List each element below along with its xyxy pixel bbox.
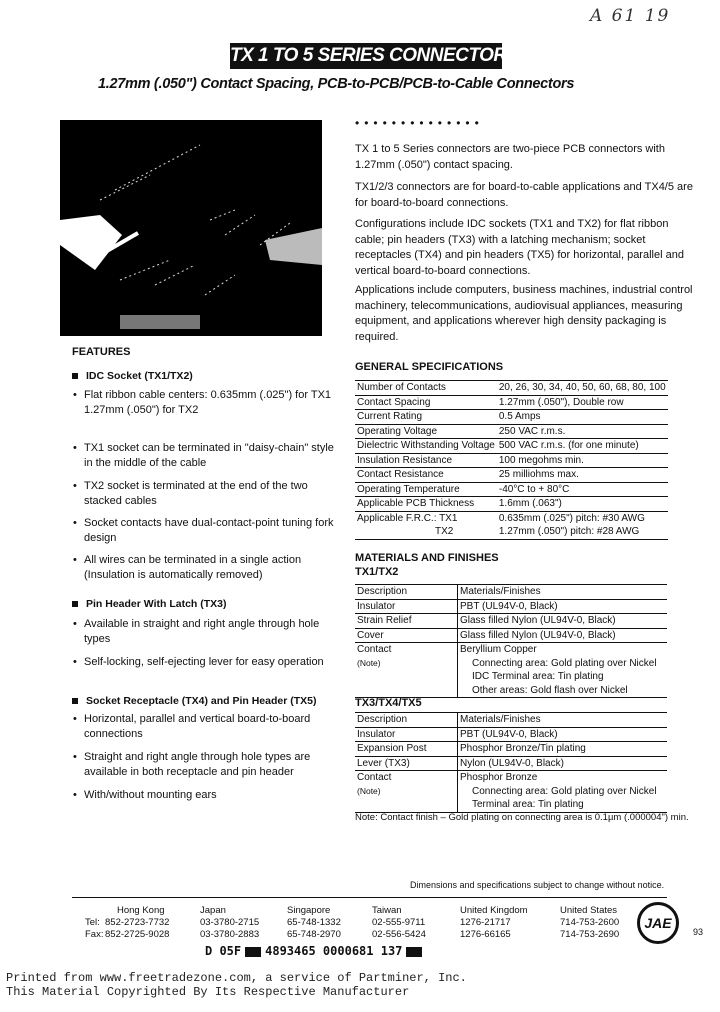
cell-value: 20, 26, 30, 34, 40, 50, 60, 68, 80, 100: [498, 382, 666, 393]
office-contact: [287, 905, 341, 941]
tx12-materials-table: [355, 584, 667, 698]
office-tel: 02-555-9711: [372, 917, 426, 928]
table-row: [355, 599, 667, 614]
office-region: Singapore: [287, 905, 331, 916]
office-region: United States: [560, 905, 618, 916]
table-row: [355, 497, 668, 512]
table-row: [355, 395, 668, 410]
office-contact: [460, 905, 528, 941]
table-row: [355, 742, 667, 757]
square-bullet-icon: [72, 373, 78, 379]
office-fax: 65-748-2970: [287, 929, 341, 940]
table-row: [355, 453, 668, 468]
feature-item: • TX1 socket can be terminated in "daisy-chain" style in the middle of the cable: [72, 441, 339, 471]
office-fax: 03-3780-2883: [200, 929, 260, 940]
office-contact: [560, 905, 619, 941]
feature-item: • Horizontal, parallel and vertical board-to-board connections: [72, 712, 339, 742]
feature-group-title: IDC Socket (TX1/TX2): [72, 369, 342, 383]
handwritten-note: A 61 19: [590, 6, 671, 26]
table-header-row: Description Materials/Finishes: [355, 713, 667, 728]
feature-item: • All wires can be terminated in a single action (Insulation is automatically removed): [72, 553, 339, 583]
feature-item: • With/without mounting ears: [72, 788, 339, 803]
intro-paragraph: TX1/2/3 connectors are for board-to-cable applications and TX4/5 are for board-to-board connections.: [355, 181, 693, 209]
cell-value: -40°C to + 80°C: [497, 482, 668, 497]
table-row: [355, 424, 668, 439]
cell-label: Contact Resistance: [355, 468, 497, 483]
cell-label: Insulator: [355, 599, 458, 614]
cell-value: 25 milliohms max.: [497, 468, 668, 483]
office-fax: 1276-66165: [460, 929, 511, 940]
table-row: [355, 756, 667, 771]
cell-label: Cover: [355, 628, 458, 643]
table-row: [355, 468, 668, 483]
page-number: 93: [693, 927, 704, 937]
jae-logo: JAE: [637, 902, 679, 944]
general-specs-table: [355, 380, 668, 540]
feature-item: • Straight and right angle through hole types are available in both receptacle and pin header: [72, 750, 339, 780]
office-tel: 1276-21717: [460, 917, 511, 928]
feature-item: • Socket contacts have dual-contact-point tuning fork design: [72, 516, 339, 546]
cell-label: Contact Spacing: [355, 395, 497, 410]
table-row: [355, 482, 668, 497]
cell-value: 500 VAC r.m.s. (for one minute): [497, 439, 668, 454]
square-bullet-icon: [72, 698, 78, 704]
office-region: Hong Kong: [117, 905, 165, 916]
feature-item: • Available in straight and right angle through hole types: [72, 617, 339, 647]
cell-value: PBT (UL94V-0, Black): [458, 599, 668, 614]
tx345-materials-table: [355, 712, 667, 813]
cell-value: Glass filled Nylon (UL94V-0, Black): [458, 628, 668, 643]
office-region: United Kingdom: [460, 905, 528, 916]
table-row: [355, 727, 667, 742]
cell-value: 0.5 Amps: [497, 410, 668, 425]
general-specs-heading: GENERAL SPECIFICATIONS: [355, 361, 504, 373]
intro-paragraph: TX 1 to 5 Series connectors are two-piece PCB connectors with 1.27mm (.050") contact spacing.: [355, 143, 665, 171]
cell-label: Dielectric Withstanding Voltage: [357, 440, 495, 451]
office-region: Taiwan: [372, 905, 402, 916]
cell-label: Expansion Post: [355, 742, 458, 757]
barcode-text: D 05F 4893465 0000681 137: [205, 944, 426, 958]
table-row: [355, 381, 668, 396]
product-photo: [60, 120, 322, 336]
features-heading: FEATURES: [72, 346, 131, 358]
cell-value: 1.27mm (.050"), Double row: [497, 395, 668, 410]
divider: [72, 897, 667, 898]
print-footer: Printed from www.freetradezone.com, a service of Partminer, Inc. This Material Copyrighted By Its Respective Manufacturer: [6, 971, 467, 999]
cell-label: Current Rating: [355, 410, 497, 425]
feature-item: • Self-locking, self-ejecting lever for easy operation: [72, 655, 339, 670]
table-row: Contact (Note) Beryllium Copper Connecting area: Gold plating over Nickel IDC Terminal area: Tin plating Other areas: Gold flash over Nickel: [355, 643, 667, 698]
table-row: Applicable F.R.C.: TX1 TX2 0.635mm (.025") pitch: #30 AWG 1.27mm (.050") pitch: #28 AWG: [355, 511, 668, 539]
contact-labels: Tel: Fax:: [85, 917, 104, 940]
materials-heading: MATERIALS AND FINISHES: [355, 552, 499, 564]
cell-value: Glass filled Nylon (UL94V-0, Black): [458, 614, 668, 629]
cell-value: 100 megohms min.: [497, 453, 668, 468]
cell-value: 1.6mm (.063"): [497, 497, 668, 512]
cell-label: Insulation Resistance: [355, 453, 497, 468]
square-bullet-icon: [72, 601, 78, 607]
office-region: Japan: [200, 905, 226, 916]
table-row: [355, 614, 667, 629]
feature-item: • TX2 socket is terminated at the end of the two stacked cables: [72, 479, 339, 509]
tx12-label: TX1/TX2: [355, 566, 399, 578]
office-fax: 714-753-2690: [560, 929, 620, 940]
office-tel: 714-753-2600: [560, 917, 620, 928]
cell-label: Lever (TX3): [355, 756, 458, 771]
table-header-row: Description Materials/Finishes: [355, 585, 667, 600]
feature-group-title: Socket Receptacle (TX4) and Pin Header (TX5): [72, 694, 342, 708]
cell-value: Nylon (UL94V-0, Black): [458, 756, 668, 771]
page-title: TX 1 TO 5 SERIES CONNECTORS: [230, 43, 502, 69]
feature-item: • Flat ribbon cable centers: 0.635mm (.025") for TX1 1.27mm (.050") for TX2: [72, 388, 339, 418]
office-contact: [372, 905, 426, 941]
office-fax: 02-556-5424: [372, 929, 426, 940]
connector-photo-graphic: [60, 120, 322, 336]
page-subtitle: 1.27mm (.050") Contact Spacing, PCB-to-PCB/PCB-to-Cable Connectors: [98, 76, 575, 92]
office-fax: 852-2725-9028: [105, 929, 170, 940]
decorative-dots: ••••••••••••••: [355, 116, 484, 130]
cell-label: Operating Temperature: [355, 482, 497, 497]
materials-note: Note: Contact finish – Gold plating on connecting area is 0.1µm (.000004") min.: [355, 812, 689, 823]
intro-paragraph: Configurations include IDC sockets (TX1 and TX2) for flat ribbon cable; pin headers (TX3) with a latching mechanism; socket receptacles (TX4) and pin headers (TX5) for horizontal, parallel and vertical board-to-board connections.: [355, 218, 684, 277]
office-tel: 03-3780-2715: [200, 917, 260, 928]
cell-value: PBT (UL94V-0, Black): [458, 727, 668, 742]
cell-label: Applicable PCB Thickness: [355, 497, 497, 512]
disclaimer: Dimensions and specifications subject to change without notice.: [410, 880, 665, 890]
office-contact: [105, 905, 169, 941]
cell-label: Operating Voltage: [355, 424, 497, 439]
office-tel: 65-748-1332: [287, 917, 341, 928]
cell-label: Strain Relief: [355, 614, 458, 629]
cell-value: 250 VAC r.m.s.: [497, 424, 668, 439]
table-row: [355, 439, 668, 454]
office-tel: 852-2723-7732: [105, 917, 170, 928]
table-row: [355, 628, 667, 643]
cell-label: Number of Contacts: [355, 381, 497, 396]
feature-group-title: Pin Header With Latch (TX3): [72, 597, 342, 611]
tx345-label: TX3/TX4/TX5: [355, 697, 422, 709]
cell-value: Phosphor Bronze/Tin plating: [458, 742, 668, 757]
table-row: Contact (Note) Phosphor Bronze Connecting area: Gold plating over Nickel Terminal area: Tin plating: [355, 771, 667, 813]
cell-label: Insulator: [355, 727, 458, 742]
intro-paragraph: Applications include computers, business machines, industrial control machinery, telecommunications, audiovisual appliances, measuring equipment, and applications wherever high density packaging is required.: [355, 284, 693, 343]
office-contact: [200, 905, 259, 941]
table-row: [355, 410, 668, 425]
